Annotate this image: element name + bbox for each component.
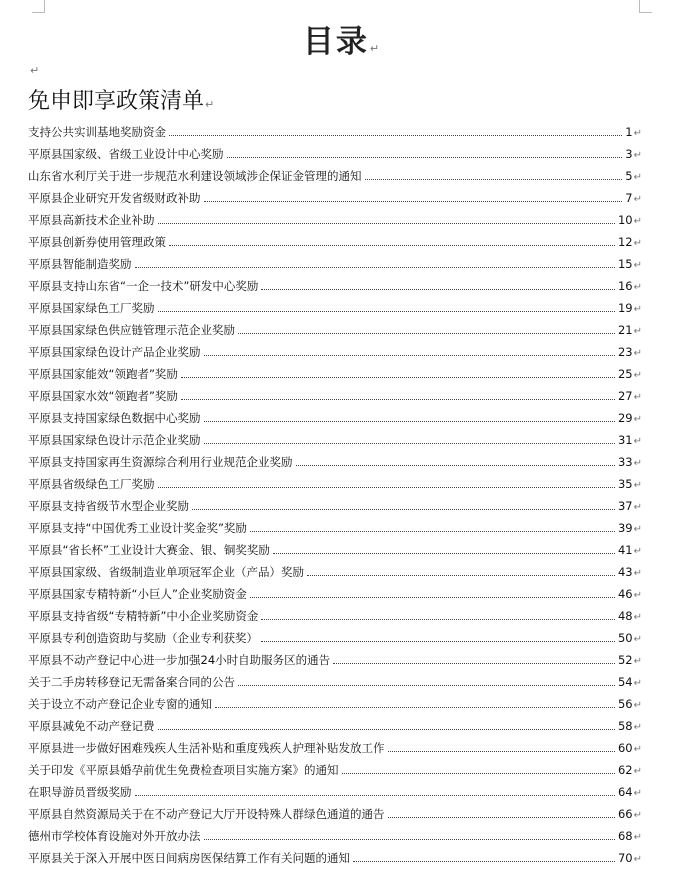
toc-entry-title: 平原县不动产登记中心进一步加强24小时自助服务区的通告 — [28, 653, 331, 667]
toc-entry[interactable] — [28, 190, 642, 212]
toc-entry-page-number: 16 — [617, 279, 633, 293]
paragraph-mark-icon: ↵ — [633, 590, 642, 601]
paragraph-mark-icon: ↵ — [30, 64, 40, 77]
dot-leader — [261, 641, 615, 642]
toc-entry-title: 平原县国家绿色供应链管理示范企业奖励 — [28, 323, 235, 337]
toc-entry-page-number: 68 — [617, 829, 633, 843]
dot-leader — [342, 773, 615, 774]
toc-entry-title: 平原县支持山东省“一企一技术”研发中心奖励 — [28, 279, 259, 293]
toc-entry[interactable] — [28, 432, 642, 454]
toc-entry-page-number: 39 — [617, 521, 633, 535]
toc-entry-page-number: 50 — [617, 631, 633, 645]
dot-leader — [158, 487, 615, 488]
toc-entry-title: 平原县支持省级“专精特新”中小企业奖励资金 — [28, 609, 259, 623]
toc-entry[interactable] — [28, 366, 642, 388]
dot-leader — [204, 443, 615, 444]
paragraph-mark-icon: ↵ — [633, 810, 642, 821]
dot-leader — [158, 223, 615, 224]
toc-entry-title: 平原县专利创造资助与奖励（企业专利获奖） — [28, 631, 258, 645]
dot-leader — [261, 619, 615, 620]
section-heading-text: 免申即享政策清单 — [28, 89, 205, 114]
toc-entry-page-number: 70 — [617, 851, 633, 865]
toc-entry-page-number: 62 — [617, 763, 633, 777]
dot-leader — [353, 861, 615, 862]
paragraph-mark-icon: ↵ — [633, 260, 642, 271]
dot-leader — [333, 663, 615, 664]
paragraph-mark-icon: ↵ — [633, 744, 642, 755]
toc-entry-title: 平原县企业研究开发省级财政补助 — [28, 191, 201, 205]
toc-entry-title: 平原县“省长杯”工业设计大赛金、银、铜奖奖励 — [28, 543, 270, 557]
toc-entry-page-number: 56 — [617, 697, 633, 711]
toc-entry[interactable] — [28, 542, 642, 564]
toc-entry[interactable] — [28, 410, 642, 432]
paragraph-mark-icon: ↵ — [633, 458, 642, 469]
dot-leader — [365, 179, 623, 180]
toc-entry-page-number: 46 — [617, 587, 633, 601]
toc-entry[interactable] — [28, 674, 642, 696]
toc-entry-title: 平原县国家水效“领跑者”奖励 — [28, 389, 178, 403]
toc-entry[interactable] — [28, 278, 642, 300]
dot-leader — [296, 465, 615, 466]
paragraph-mark-icon: ↵ — [633, 612, 642, 623]
toc-entry[interactable] — [28, 212, 642, 234]
dot-leader — [215, 707, 615, 708]
toc-entry-page-number: 23 — [617, 345, 633, 359]
toc-entry-title: 平原县智能制造奖励 — [28, 257, 132, 271]
toc-entry[interactable] — [28, 784, 642, 806]
dot-leader — [250, 597, 615, 598]
dot-leader — [181, 399, 615, 400]
toc-entry-page-number: 35 — [617, 477, 633, 491]
dot-leader — [227, 157, 623, 158]
dot-leader — [204, 421, 615, 422]
paragraph-mark-icon: ↵ — [633, 634, 642, 645]
toc-entry[interactable] — [28, 498, 642, 520]
toc-entry[interactable] — [28, 608, 642, 630]
toc-entry-page-number: 52 — [617, 653, 633, 667]
dot-leader — [388, 817, 615, 818]
dot-leader — [307, 575, 615, 576]
paragraph-mark-icon: ↵ — [633, 128, 642, 139]
toc-entry-title: 在职导游员晋级奖励 — [28, 785, 132, 799]
paragraph-mark-icon: ↵ — [633, 656, 642, 667]
paragraph-mark-icon: ↵ — [633, 568, 642, 579]
paragraph-mark-icon: ↵ — [633, 766, 642, 777]
toc-entry[interactable] — [28, 696, 642, 718]
toc-entry[interactable] — [28, 520, 642, 542]
dot-leader — [238, 685, 615, 686]
toc-entry-page-number: 64 — [617, 785, 633, 799]
toc-entry[interactable] — [28, 124, 642, 146]
paragraph-mark-icon: ↵ — [633, 238, 642, 249]
toc-entry[interactable] — [28, 828, 642, 850]
paragraph-mark-icon: ↵ — [369, 42, 382, 55]
paragraph-mark-icon: ↵ — [633, 722, 642, 733]
toc-entry[interactable] — [28, 300, 642, 322]
paragraph-mark-icon: ↵ — [633, 392, 642, 403]
toc-entry-page-number: 7 — [625, 191, 633, 205]
toc-entry[interactable] — [28, 344, 642, 366]
paragraph-mark-icon: ↵ — [633, 788, 642, 799]
dot-leader — [135, 795, 615, 796]
toc-entry-page-number: 3 — [625, 147, 633, 161]
paragraph-mark-icon: ↵ — [633, 700, 642, 711]
toc-entry-page-number: 43 — [617, 565, 633, 579]
toc-entry-title: 平原县支持国家绿色数据中心奖励 — [28, 411, 201, 425]
dot-leader — [169, 245, 615, 246]
paragraph-mark-icon: ↵ — [633, 282, 642, 293]
toc-entry-page-number: 31 — [617, 433, 633, 447]
toc-entry-title: 平原县进一步做好困难残疾人生活补贴和重度残疾人护理补贴发放工作 — [28, 741, 385, 755]
paragraph-mark-icon: ↵ — [633, 414, 642, 425]
page-corner-mark-right — [639, 0, 652, 13]
dot-leader — [388, 751, 615, 752]
dot-leader — [204, 355, 615, 356]
toc-entry-title: 德州市学校体育设施对外开放办法 — [28, 829, 201, 843]
toc-entry[interactable] — [28, 256, 642, 278]
toc-entry-title: 平原县关于深入开展中医日间病房医保结算工作有关问题的通知 — [28, 851, 350, 865]
toc-entry-title: 平原县支持“中国优秀工业设计奖金奖”奖励 — [28, 521, 247, 535]
toc-entry[interactable] — [28, 322, 642, 344]
toc-entry-page-number: 15 — [617, 257, 633, 271]
toc-entry-title: 平原县支持省级节水型企业奖励 — [28, 499, 189, 513]
toc-entry-title: 平原县创新券使用管理政策 — [28, 235, 166, 249]
paragraph-mark-icon: ↵ — [633, 216, 642, 227]
toc-entry-page-number: 10 — [617, 213, 633, 227]
paragraph-mark-icon: ↵ — [633, 480, 642, 491]
toc-entry-page-number: 12 — [617, 235, 633, 249]
toc-entry-page-number: 48 — [617, 609, 633, 623]
toc-entry-title: 平原县减免不动产登记费 — [28, 719, 155, 733]
toc-entry-title: 平原县支持国家再生资源综合利用行业规范企业奖励 — [28, 455, 293, 469]
toc-entry[interactable] — [28, 168, 642, 190]
toc-entry-title: 平原县省级绿色工厂奖励 — [28, 477, 155, 491]
paragraph-mark-icon: ↵ — [633, 832, 642, 843]
toc-entry-title: 关于设立不动产登记企业专窗的通知 — [28, 697, 212, 711]
toc-entry[interactable] — [28, 630, 642, 652]
paragraph-mark-icon: ↵ — [633, 678, 642, 689]
toc-entry[interactable] — [28, 454, 642, 476]
toc-entry-page-number: 25 — [617, 367, 633, 381]
toc-entry-title: 平原县国家能效“领跑者”奖励 — [28, 367, 178, 381]
toc-entry[interactable] — [28, 564, 642, 586]
toc-entry-title: 关于二手房转移登记无需备案合同的公告 — [28, 675, 235, 689]
toc-entry[interactable] — [28, 806, 642, 828]
toc-entry-page-number: 41 — [617, 543, 633, 557]
dot-leader — [238, 333, 615, 334]
toc-entry-title: 平原县国家专精特新“小巨人”企业奖励资金 — [28, 587, 247, 601]
toc-entry[interactable] — [28, 234, 642, 256]
dot-leader — [158, 311, 615, 312]
toc-entry-page-number: 19 — [617, 301, 633, 315]
toc-entry[interactable] — [28, 476, 642, 498]
paragraph-mark-icon: ↵ — [633, 326, 642, 337]
page-corner-mark-left — [32, 0, 45, 13]
paragraph-mark-icon: ↵ — [633, 150, 642, 161]
toc-entry-page-number: 37 — [617, 499, 633, 513]
paragraph-mark-icon: ↵ — [633, 370, 642, 381]
toc-entry-page-number: 1 — [625, 125, 633, 139]
dot-leader — [250, 531, 615, 532]
toc-entry[interactable] — [28, 718, 642, 740]
paragraph-mark-icon: ↵ — [633, 194, 642, 205]
paragraph-mark-icon: ↵ — [633, 524, 642, 535]
section-heading — [28, 84, 214, 115]
toc-entry-title: 平原县国家级、省级制造业单项冠军企业（产品）奖励 — [28, 565, 304, 579]
toc-entry-page-number: 33 — [617, 455, 633, 469]
toc-entry-page-number: 60 — [617, 741, 633, 755]
toc-entry-title: 支持公共实训基地奖励资金 — [28, 125, 166, 139]
toc-entry-title: 平原县自然资源局关于在不动产登记大厅开设特殊人群绿色通道的通告 — [28, 807, 385, 821]
toc-entry[interactable] — [28, 740, 642, 762]
table-of-contents — [28, 124, 642, 872]
paragraph-mark-icon: ↵ — [633, 172, 642, 183]
toc-entry[interactable] — [28, 146, 642, 168]
dot-leader — [204, 201, 623, 202]
paragraph-mark-icon: ↵ — [633, 348, 642, 359]
dot-leader — [158, 729, 615, 730]
toc-entry-page-number: 5 — [625, 169, 633, 183]
dot-leader — [204, 839, 615, 840]
dot-leader — [261, 289, 615, 290]
paragraph-mark-icon: ↵ — [633, 546, 642, 557]
toc-entry-title: 平原县国家绿色设计产品企业奖励 — [28, 345, 201, 359]
toc-entry[interactable] — [28, 586, 642, 608]
toc-entry[interactable] — [28, 652, 642, 674]
toc-entry-title: 平原县高新技术企业补助 — [28, 213, 155, 227]
toc-entry-title: 关于印发《平原县婚孕前优生免费检查项目实施方案》的通知 — [28, 763, 339, 777]
paragraph-mark-icon: ↵ — [633, 304, 642, 315]
toc-entry-title: 平原县国家级、省级工业设计中心奖励 — [28, 147, 224, 161]
toc-entry-page-number: 66 — [617, 807, 633, 821]
dot-leader — [273, 553, 615, 554]
toc-entry-title: 山东省水利厅关于进一步规范水利建设领域涉企保证金管理的通知 — [28, 169, 362, 183]
toc-entry-title: 平原县国家绿色工厂奖励 — [28, 301, 155, 315]
dot-leader — [192, 509, 615, 510]
toc-entry-page-number: 21 — [617, 323, 633, 337]
dot-leader — [181, 377, 615, 378]
title-text: 目录 — [302, 24, 369, 60]
dot-leader — [169, 135, 622, 136]
toc-entry-page-number: 54 — [617, 675, 633, 689]
dot-leader — [135, 267, 615, 268]
toc-entry[interactable] — [28, 762, 642, 784]
toc-entry-page-number: 58 — [617, 719, 633, 733]
toc-entry[interactable] — [28, 388, 642, 410]
toc-entry-page-number: 27 — [617, 389, 633, 403]
toc-entry[interactable] — [28, 850, 642, 872]
paragraph-mark-icon: ↵ — [205, 98, 215, 111]
toc-entry-page-number: 29 — [617, 411, 633, 425]
paragraph-mark-icon: ↵ — [633, 436, 642, 447]
document-title — [0, 16, 684, 61]
paragraph-mark-icon: ↵ — [633, 854, 642, 865]
toc-entry-title: 平原县国家绿色设计示范企业奖励 — [28, 433, 201, 447]
paragraph-mark-icon: ↵ — [633, 502, 642, 513]
